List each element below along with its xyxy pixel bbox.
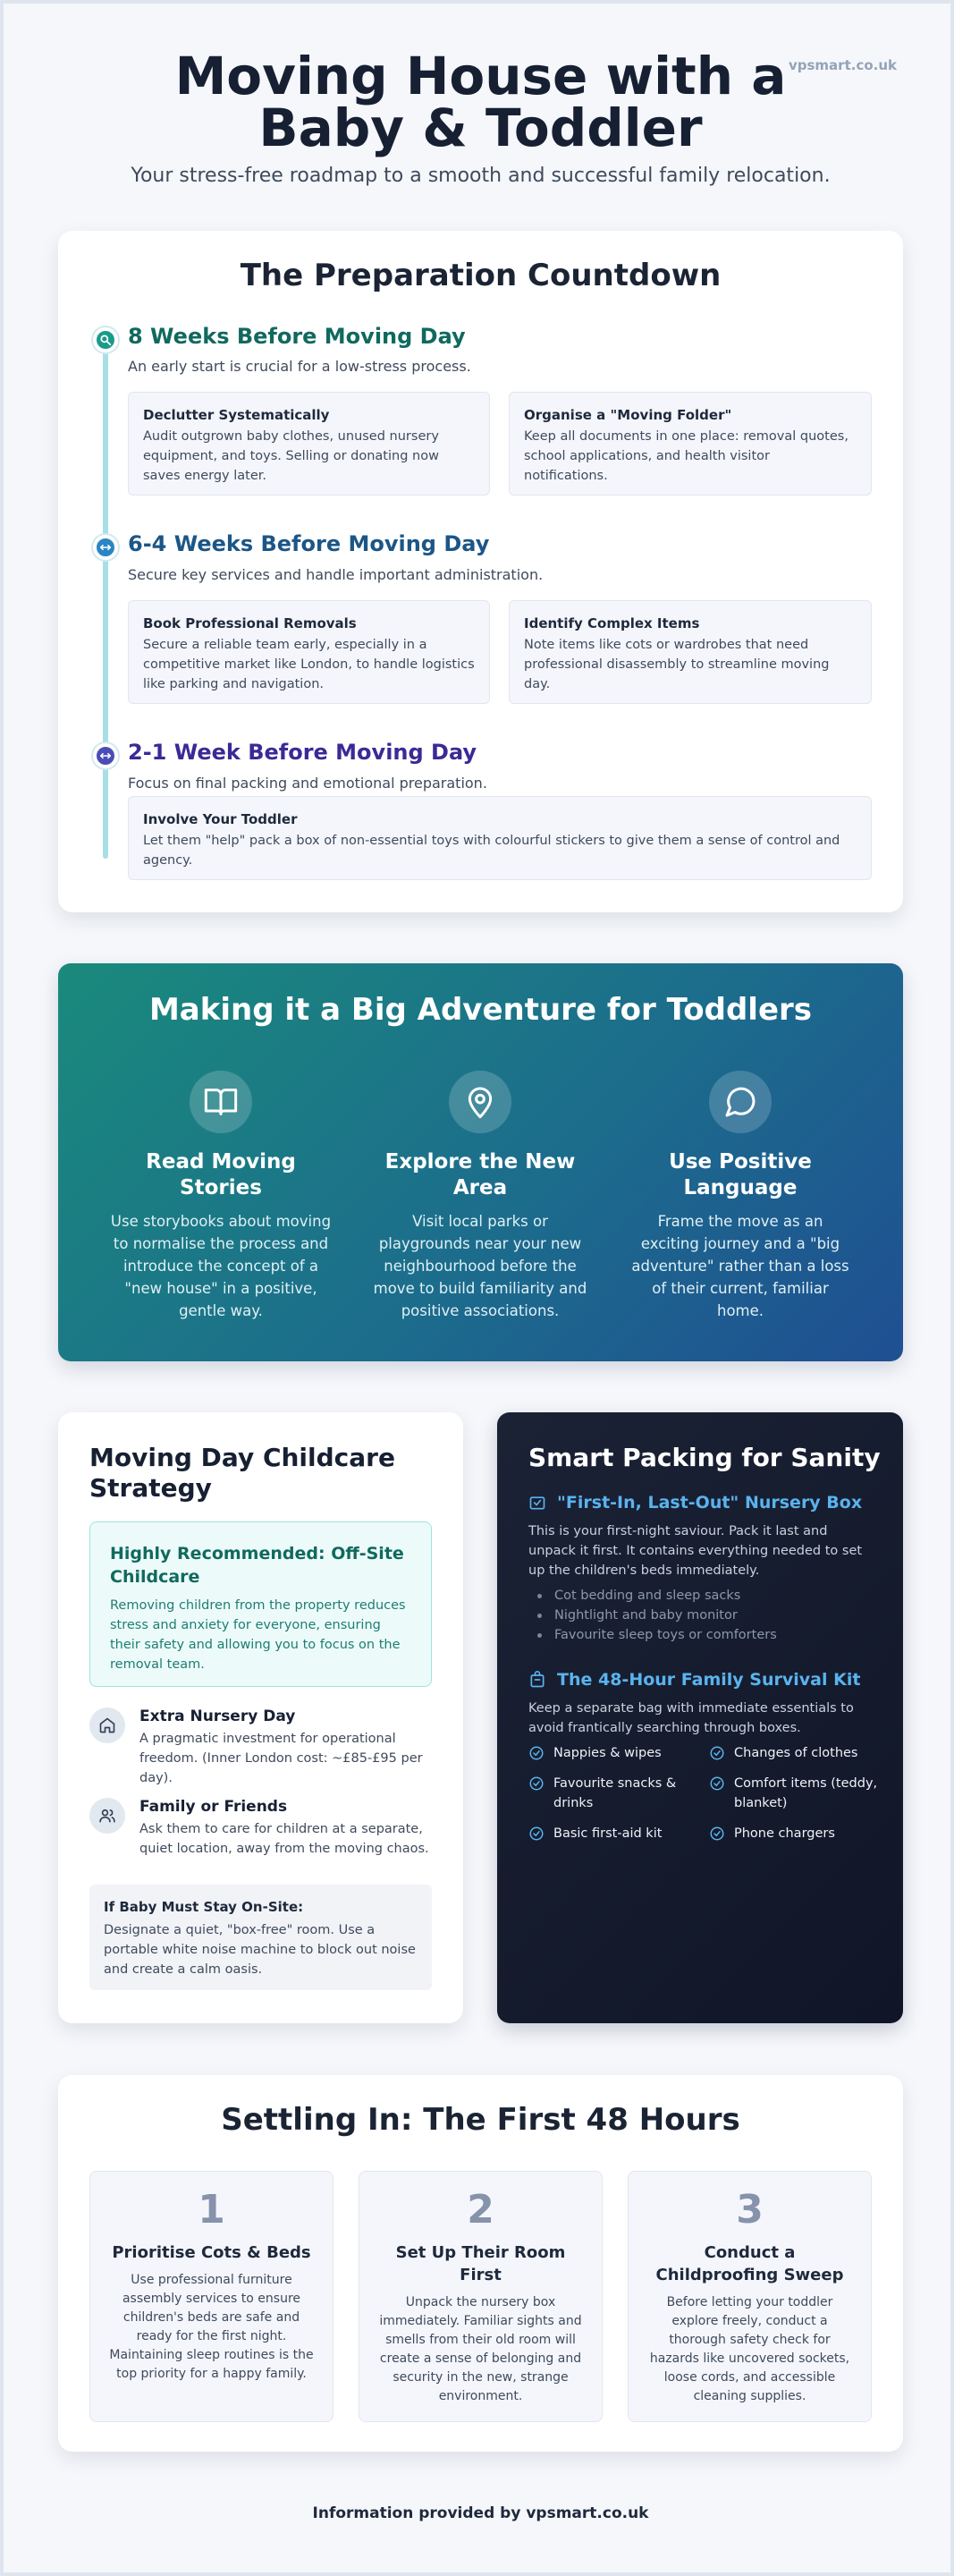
- packing-title: Smart Packing for Sanity: [528, 1443, 881, 1472]
- list-item: [709, 1743, 879, 1763]
- onsite-title: If Baby Must Stay On-Site:: [104, 1899, 304, 1915]
- stage-desc-6-4-weeks: Secure key services and handle important administration.: [128, 566, 544, 583]
- kit-item-label: Changes of clothes: [734, 1746, 858, 1760]
- survival-kit-heading: [528, 1670, 860, 1690]
- map-pin-icon: [449, 1071, 511, 1133]
- page-subtitle: Your stress-free roadmap to a smooth and successful family relocation.: [131, 165, 831, 187]
- task-desc: Keep all documents in one place: removal quotes, school applications, and health visitor notifications.: [524, 429, 848, 483]
- task-card: [128, 796, 872, 880]
- task-title: Involve Your Toddler: [143, 811, 298, 827]
- nursery-box-title: "First-In, Last-Out" Nursery Box: [557, 1493, 863, 1513]
- kit-item-label: Phone chargers: [734, 1826, 835, 1841]
- timeline-line: [103, 340, 108, 859]
- task-desc: Audit outgrown baby clothes, unused nursery equipment, and toys. Selling or donating now saves energy later.: [143, 429, 439, 483]
- kit-item-label: Nappies & wipes: [553, 1746, 662, 1760]
- countdown-title: The Preparation Countdown: [240, 258, 722, 293]
- task-card: [509, 600, 872, 704]
- adventure-item-title: Explore the New Area: [384, 1150, 576, 1199]
- check-circle-icon: [528, 1826, 545, 1842]
- arrows-icon: [93, 535, 118, 560]
- step-desc: Unpack the nursery box immediately. Familiar sights and smells from their old room will create a sense of belonging and security in the new, strange environment.: [379, 2295, 582, 2403]
- option-title: Extra Nursery Day: [139, 1707, 296, 1725]
- adventure-item: [109, 1071, 333, 1322]
- adventure-card: [58, 963, 903, 1361]
- task-desc: Secure a reliable team early, especially in a competitive market like London, to handle logistics like parking and navigation.: [143, 638, 475, 691]
- nursery-box-heading: [528, 1493, 862, 1513]
- task-title: Identify Complex Items: [524, 615, 700, 631]
- task-desc: Let them "help" pack a box of non-essential toys with colourful stickers to give them a sense of control and agency.: [143, 834, 840, 868]
- page-title: Moving House with a Baby & Toddler: [174, 46, 787, 158]
- stage-desc-2-1-week: Focus on final packing and emotional preparation.: [128, 775, 487, 792]
- check-circle-icon: [709, 1745, 725, 1761]
- kit-item-label: Favourite snacks & drinks: [553, 1776, 677, 1810]
- list-item: [709, 1824, 879, 1843]
- step-desc: Before letting your toddler explore freely, conduct a thorough safety check for hazards like uncovered sockets, loose cords, and accessible cleaning supplies.: [649, 2295, 850, 2403]
- countdown-card: [58, 231, 903, 912]
- onsite-box: [89, 1885, 432, 1990]
- adventure-item-desc: Frame the move as an exciting journey and a "big adventure" rather than a loss of their current, familiar home.: [631, 1213, 849, 1319]
- childcare-title: Moving Day Childcare Strategy: [89, 1443, 395, 1503]
- kit-item-label: Basic first-aid kit: [553, 1826, 663, 1841]
- task-card: [509, 392, 872, 496]
- check-circle-icon: [709, 1826, 725, 1842]
- childcare-card: [58, 1412, 463, 2023]
- task-desc: Note items like cots or wardrobes that need professional disassembly to streamline moving day.: [524, 638, 830, 691]
- step-card: [359, 2171, 603, 2422]
- step-number: 1: [198, 2187, 225, 2233]
- stage-title-8-weeks: 8 Weeks Before Moving Day: [128, 324, 466, 349]
- settling-title: Settling In: The First 48 Hours: [221, 2102, 740, 2138]
- adventure-item: [368, 1071, 592, 1322]
- step-card: [628, 2171, 872, 2422]
- task-card: [128, 600, 490, 704]
- adventure-item-title: Use Positive Language: [669, 1150, 812, 1199]
- chat-bubble-icon: [709, 1071, 772, 1133]
- step-title: Prioritise Cots & Beds: [112, 2243, 311, 2262]
- home-icon: [89, 1707, 125, 1743]
- step-card: [89, 2171, 333, 2422]
- adventure-title: Making it a Big Adventure for Toddlers: [148, 992, 813, 1028]
- watermark: vpsmart.co.uk: [788, 57, 897, 73]
- step-title: Set Up Their Room First: [395, 2243, 566, 2284]
- adventure-item-title: Read Moving Stories: [146, 1150, 296, 1199]
- option-desc: Ask them to care for children at a separate, quiet location, away from the moving chaos.: [139, 1822, 429, 1856]
- footer-credit: Information provided by vpsmart.co.uk: [312, 2504, 649, 2522]
- onsite-desc: Designate a quiet, "box-free" room. Use a portable white noise machine to block out noise and create a calm oasis.: [104, 1923, 416, 1977]
- packing-card: [497, 1412, 903, 2023]
- survival-kit-desc: Keep a separate bag with immediate essentials to avoid frantically searching through boxes.: [528, 1701, 854, 1735]
- list-item: [528, 1824, 698, 1843]
- task-title: Organise a "Moving Folder": [524, 407, 732, 423]
- nursery-box-list: [528, 1586, 777, 1645]
- check-circle-icon: [528, 1745, 545, 1761]
- recommended-desc: Removing children from the property reduces stress and anxiety for everyone, ensuring their safety and allowing you to focus on the removal team.: [110, 1598, 406, 1672]
- step-desc: Use professional furniture assembly services to ensure children's beds are safe and ready for the first night. Maintaining sleep routines is the top priority for a happy family.: [109, 2273, 314, 2381]
- arrows-icon: [93, 743, 118, 768]
- list-item: Nightlight and baby monitor: [528, 1606, 777, 1625]
- list-item: [528, 1743, 698, 1763]
- survival-kit-title: The 48-Hour Family Survival Kit: [557, 1670, 861, 1690]
- stage-title-2-1-week: 2-1 Week Before Moving Day: [128, 740, 477, 765]
- bag-icon: [528, 1671, 546, 1689]
- list-item: [709, 1774, 879, 1813]
- stage-title-6-4-weeks: 6-4 Weeks Before Moving Day: [128, 531, 490, 556]
- step-number: 2: [467, 2187, 494, 2233]
- people-icon: [89, 1798, 125, 1834]
- adventure-item-desc: Visit local parks or playgrounds near your new neighbourhood before the move to build familiarity and positive associations.: [373, 1213, 587, 1319]
- list-item: Cot bedding and sleep sacks: [528, 1586, 777, 1606]
- task-title: Book Professional Removals: [143, 615, 357, 631]
- option-desc: A pragmatic investment for operational freedom. (Inner London cost: ~£85-£95 per day).: [139, 1732, 423, 1785]
- box-check-icon: [528, 1494, 546, 1512]
- step-title: Conduct a Childproofing Sweep: [655, 2243, 844, 2284]
- check-circle-icon: [528, 1775, 545, 1792]
- list-item: [528, 1774, 698, 1813]
- check-circle-icon: [709, 1775, 725, 1792]
- nursery-box-desc: This is your first-night saviour. Pack it last and unpack it first. It contains everything needed to set up the children's beds immediately.: [528, 1524, 863, 1578]
- list-item: Favourite sleep toys or comforters: [528, 1625, 777, 1645]
- settling-card: [58, 2075, 903, 2452]
- search-icon: [93, 327, 118, 352]
- stage-desc-8-weeks: An early start is crucial for a low-stress process.: [128, 358, 471, 375]
- task-card: [128, 392, 490, 496]
- task-title: Declutter Systematically: [143, 407, 330, 423]
- step-number: 3: [736, 2187, 764, 2233]
- kit-item-label: Comfort items (teddy, blanket): [734, 1776, 878, 1810]
- recommended-title: Highly Recommended: Off-Site Childcare: [110, 1544, 404, 1587]
- option-title: Family or Friends: [139, 1798, 288, 1816]
- book-icon: [190, 1071, 252, 1133]
- adventure-item-desc: Use storybooks about moving to normalise the process and introduce the concept of a "new house" in a positive, gentle way.: [110, 1213, 332, 1319]
- adventure-item: [629, 1071, 852, 1322]
- recommended-box: [89, 1521, 432, 1687]
